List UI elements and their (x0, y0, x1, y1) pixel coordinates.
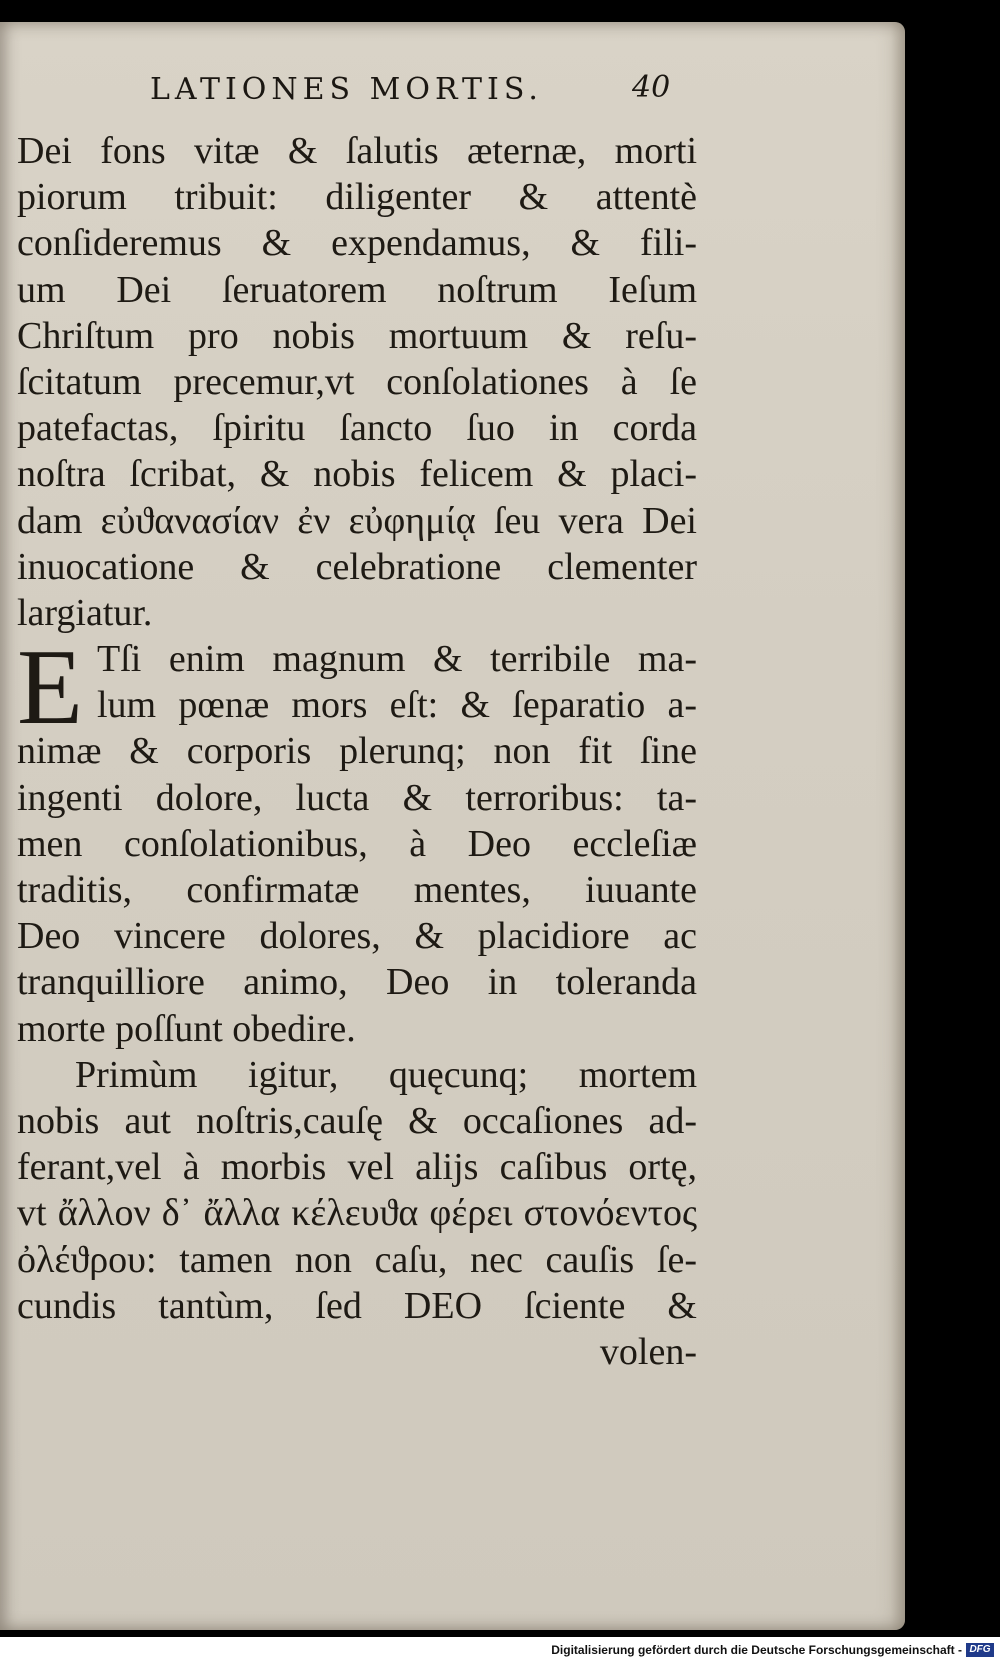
text-line: ὀλέϑρου: tamen non caſu, nec cauſis ſe- (17, 1238, 697, 1281)
text-line: Tſi enim magnum & terribile ma- (97, 638, 697, 681)
text-line: piorum tribuit: diligenter & attentè (17, 176, 697, 219)
text-line: men conſolationibus, à Deo eccleſiæ (17, 822, 697, 865)
footer-credit: Digitalisierung gefördert durch die Deutsche Forschungsgemeinschaft - (551, 1643, 962, 1657)
body-text (17, 128, 697, 1375)
catchword: volen- (599, 1330, 697, 1373)
text-line: morte poſſunt obedire. (17, 1007, 356, 1050)
text-line: conſideremus & expendamus, & fili- (17, 222, 697, 265)
text-line: Dei fons vitæ & ſalutis æternæ, morti (17, 130, 697, 172)
running-head: LATIONES MORTIS. (150, 72, 543, 107)
text-line greek: vt ἄλλον δ᾽ ἄλλα κέλευϑα φέρει στονόεντος (17, 1192, 697, 1235)
page-number: 40 (632, 70, 671, 105)
dfg-logo: DFG (966, 1643, 994, 1657)
digitization-footer (0, 1637, 1000, 1661)
text-line: cundis tantùm, ſed DEO ſciente & (17, 1284, 697, 1327)
text-line: patefactas, ſpiritu ſancto ſuo in corda (17, 407, 697, 450)
text-line: Chriſtum pro nobis mortuum & reſu- (17, 314, 697, 357)
text-line: Primùm igitur, quęcunq; mortem (75, 1053, 697, 1096)
text-line: tranquilliore animo, Deo in toleranda (17, 961, 697, 1004)
text-line: traditis, confirmatæ mentes, iuuante (17, 869, 697, 911)
text-line: ferant,vel à morbis vel alijs caſibus ortę, (17, 1146, 697, 1189)
text-line: Deo vincere dolores, & placidiore ac (17, 915, 697, 958)
text-line: nimæ & corporis plerunq; non fit ſine (17, 730, 697, 773)
text-line: inuocatione & celebratione clementer (17, 545, 697, 588)
text-line: ſcitatum precemur,vt conſolationes à ſe (17, 360, 697, 403)
text-line: lum pœnæ mors eſt: & ſeparatio a- (97, 684, 697, 727)
text-line: largiatur. (17, 591, 153, 634)
text-line: nobis aut noſtris,cauſę & occaſiones ad- (17, 1099, 697, 1142)
text-line: noſtra ſcribat, & nobis felicem & placi- (17, 453, 697, 496)
text-line: um Dei ſeruatorem noſtrum Ieſum (17, 268, 697, 311)
drop-cap-initial: E (17, 628, 83, 747)
text-line: ingenti dolore, lucta & terroribus: ta- (17, 776, 697, 819)
page-edge (891, 22, 905, 1630)
text-line: dam εὐϑανασίαν ἐν εὐφημίᾳ ſeu vera Dei (17, 499, 697, 542)
